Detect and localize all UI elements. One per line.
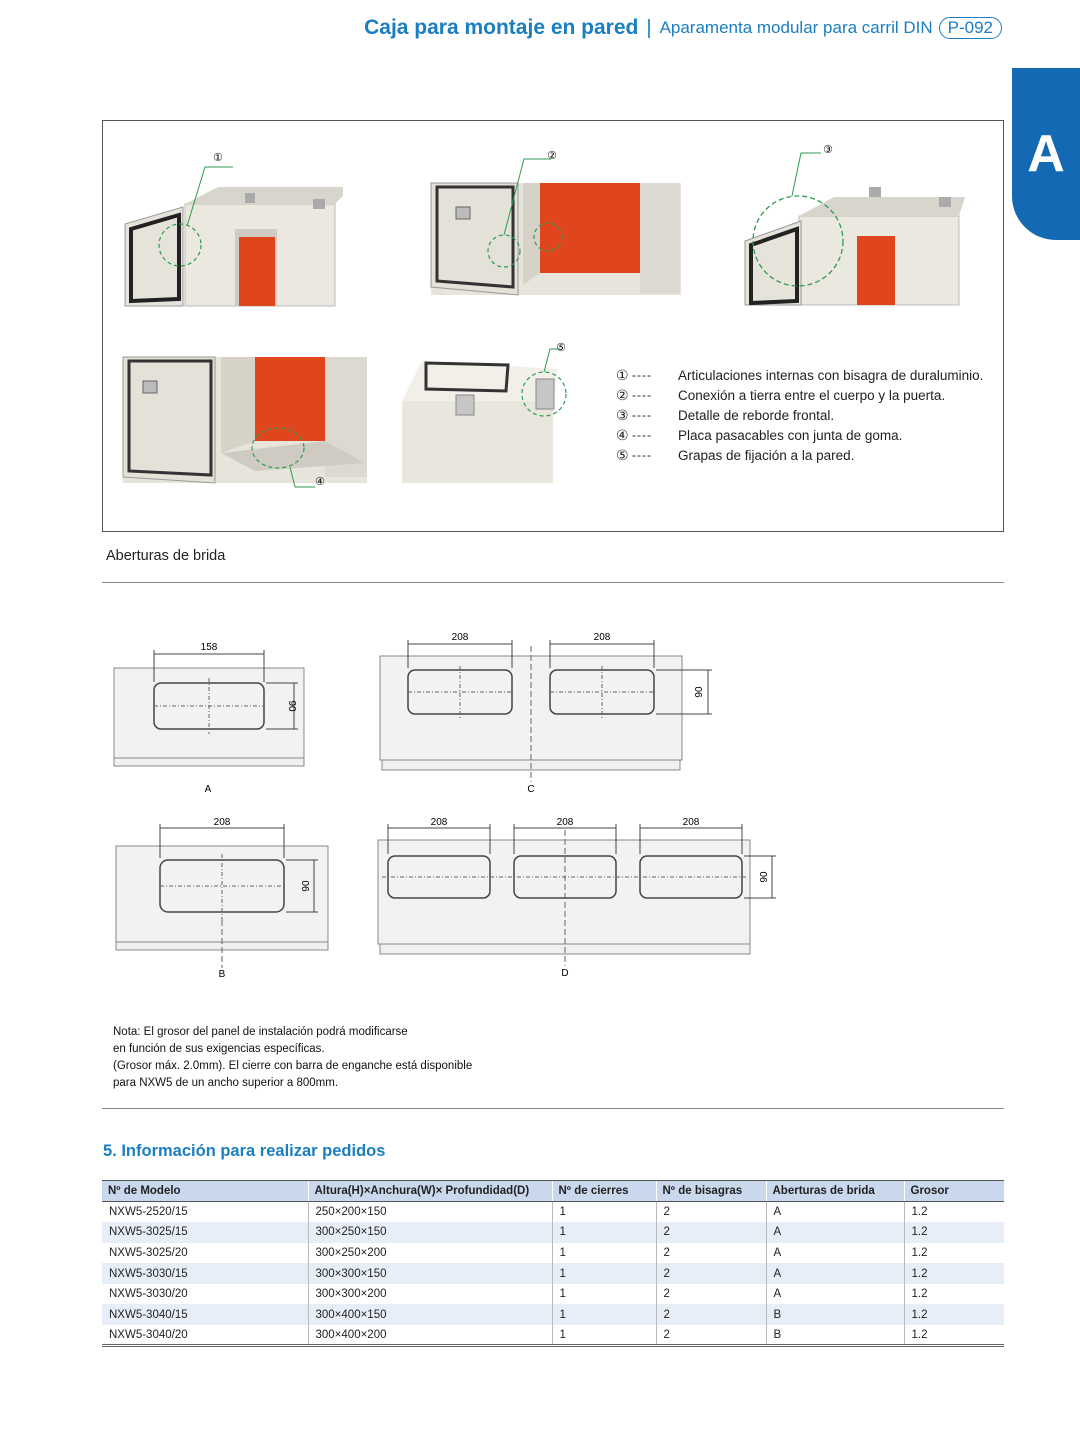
table-cell: NXW5-3025/20 — [109, 1246, 188, 1259]
table-cell: A — [766, 1284, 904, 1305]
page-header — [364, 16, 1002, 40]
column-header: Aberturas de brida — [766, 1181, 904, 1202]
column-header: Grosor — [904, 1181, 1004, 1202]
dimension-label: 90 — [759, 871, 770, 883]
flange-section-label: Aberturas de brida — [106, 548, 226, 564]
table-cell: A — [766, 1263, 904, 1284]
table-cell: 1.2 — [904, 1284, 1004, 1305]
table-cell: 250×200×150 — [308, 1202, 552, 1223]
table-cell: 300×250×150 — [308, 1222, 552, 1243]
column-header: Nº de cierres — [552, 1181, 656, 1202]
flange-diagram-b — [116, 817, 328, 980]
note-line: para NXW5 de un ancho superior a 800mm. — [113, 1077, 339, 1089]
table-cell: 300×300×150 — [308, 1263, 552, 1284]
legend-item — [616, 425, 983, 445]
photo-wall-clamps — [398, 339, 578, 485]
table-row — [102, 1222, 1004, 1243]
table-cell: A — [766, 1202, 904, 1223]
table-cell: 300×400×200 — [308, 1325, 552, 1346]
table-cell: NXW5-3025/15 — [102, 1222, 308, 1243]
ordering-title: 5. Información para realizar pedidos — [103, 1142, 386, 1160]
header-separator: | — [646, 16, 652, 39]
ordering-table — [102, 1180, 1004, 1347]
note-line: Nota: El grosor del panel de instalación podrá modificarse — [113, 1026, 408, 1038]
legend-number: ④ — [616, 426, 629, 443]
table-cell: 300×300×200 — [308, 1284, 552, 1305]
dimension-label: 208 — [593, 632, 611, 643]
table-row — [102, 1325, 1004, 1346]
table-header-row — [102, 1181, 1004, 1202]
table-cell: 1.2 — [904, 1325, 1004, 1346]
dimension-label: 90 — [286, 700, 297, 712]
table-cell: 1 — [552, 1325, 656, 1346]
divider — [102, 582, 1004, 583]
dimension-label: 208 — [430, 817, 448, 828]
legend-number: ① — [616, 366, 629, 383]
table-row — [102, 1284, 1004, 1305]
table-cell: A — [766, 1222, 904, 1243]
table-cell: NXW5-3040/20 — [102, 1325, 308, 1346]
table-cell: 2 — [656, 1243, 766, 1264]
photo-front-flange — [739, 141, 969, 309]
photo-grounding — [428, 147, 683, 297]
table-cell: 1 — [552, 1202, 656, 1223]
divider — [102, 1108, 1004, 1109]
table-cell: A — [766, 1243, 904, 1264]
table-cell: 1.2 — [904, 1304, 1004, 1325]
table-cell: 1 — [552, 1284, 656, 1305]
table-cell: 1 — [552, 1243, 656, 1264]
callout-marker-1: ① — [213, 152, 223, 164]
table-cell: 2 — [656, 1263, 766, 1284]
table-cell: 1 — [552, 1222, 656, 1243]
legend-dash: ---- — [632, 428, 652, 442]
dimension-label: 90 — [694, 686, 705, 698]
dimension-label: 208 — [556, 817, 574, 828]
dimension-label: 208 — [451, 632, 469, 643]
legend-text: Detalle de reborde frontal. — [678, 407, 835, 423]
table-row — [102, 1202, 1004, 1223]
table-cell: 2 — [656, 1325, 766, 1346]
table-cell: NXW5-2520/15 — [109, 1206, 188, 1219]
dimension-label: 90 — [301, 880, 312, 892]
legend-number: ⑤ — [616, 446, 629, 463]
table-cell: 2 — [656, 1202, 766, 1223]
table-cell: 1 — [552, 1263, 656, 1284]
table-row — [102, 1263, 1004, 1284]
note-line: en función de sus exigencias específicas. — [113, 1043, 325, 1055]
photo-gland-plate — [115, 353, 370, 493]
column-header: Altura(H)×Anchura(W)× Profundidad(D) — [308, 1181, 552, 1202]
photo-internal-hinges — [123, 149, 343, 309]
legend-number: ③ — [616, 406, 629, 423]
table-cell: 300×400×150 — [308, 1304, 552, 1325]
legend-number: ② — [616, 386, 629, 403]
callout-marker-3: ③ — [823, 144, 833, 156]
callout-marker-5: ⑤ — [556, 342, 566, 354]
legend-text: Articulaciones internas con bisagra de duraluminio. — [678, 367, 984, 383]
legend-dash: ---- — [632, 448, 652, 462]
diagram-label-d: D — [561, 968, 569, 979]
dimension-label: 208 — [213, 817, 231, 828]
legend-item — [616, 405, 983, 425]
page-code-badge: P-092 — [939, 17, 1002, 39]
legend-text: Placa pasacables con junta de goma. — [678, 427, 903, 443]
note-line: (Grosor máx. 2.0mm). El cierre con barra de enganche está disponible — [113, 1060, 473, 1072]
features-legend — [616, 365, 983, 465]
page-title: Caja para montaje en pared — [364, 16, 639, 39]
table-cell: 1.2 — [904, 1243, 1004, 1264]
table-cell: B — [766, 1325, 904, 1346]
table-row — [102, 1243, 1004, 1264]
page-subtitle: Aparamenta modular para carril DIN — [659, 18, 933, 37]
dimension-label: 158 — [200, 642, 218, 653]
features-panel — [102, 120, 1004, 532]
legend-dash: ---- — [632, 388, 652, 402]
table-cell: 1 — [552, 1304, 656, 1325]
column-header: Nº de bisagras — [656, 1181, 766, 1202]
flange-diagram-d — [378, 817, 776, 979]
table-cell: 1.2 — [904, 1202, 1004, 1223]
table-cell: NXW5-3030/20 — [109, 1288, 188, 1301]
section-tab-letter: A — [1027, 125, 1065, 183]
legend-text: Conexión a tierra entre el cuerpo y la puerta. — [678, 387, 946, 403]
table-cell: 2 — [656, 1304, 766, 1325]
diagram-label-c: C — [527, 784, 535, 795]
table-cell: 1.2 — [904, 1263, 1004, 1284]
legend-item — [616, 445, 983, 465]
table-cell: 2 — [656, 1284, 766, 1305]
diagram-label-b: B — [218, 969, 226, 980]
legend-dash: ---- — [632, 408, 652, 422]
table-cell: NXW5-3040/15 — [102, 1304, 308, 1325]
table-cell: 2 — [656, 1222, 766, 1243]
flange-diagrams — [100, 620, 800, 990]
table-row — [102, 1304, 1004, 1325]
column-header: Nº de Modelo — [102, 1181, 308, 1202]
diagram-label-a: A — [204, 784, 212, 795]
callout-marker-2: ② — [547, 150, 557, 162]
legend-item — [616, 385, 983, 405]
installation-note — [113, 1024, 472, 1092]
flange-diagram-c — [380, 632, 712, 795]
dimension-label: 208 — [682, 817, 700, 828]
legend-text: Grapas de fijación a la pared. — [678, 447, 855, 463]
table-cell: 1.2 — [904, 1222, 1004, 1243]
callout-marker-4: ④ — [315, 476, 325, 488]
table-cell: NXW5-3030/15 — [102, 1263, 308, 1284]
flange-diagram-a — [114, 642, 304, 795]
legend-dash: ---- — [632, 368, 652, 382]
legend-item — [616, 365, 983, 385]
table-cell: B — [766, 1304, 904, 1325]
section-tab — [1012, 68, 1080, 240]
table-cell: 300×250×200 — [308, 1243, 552, 1264]
